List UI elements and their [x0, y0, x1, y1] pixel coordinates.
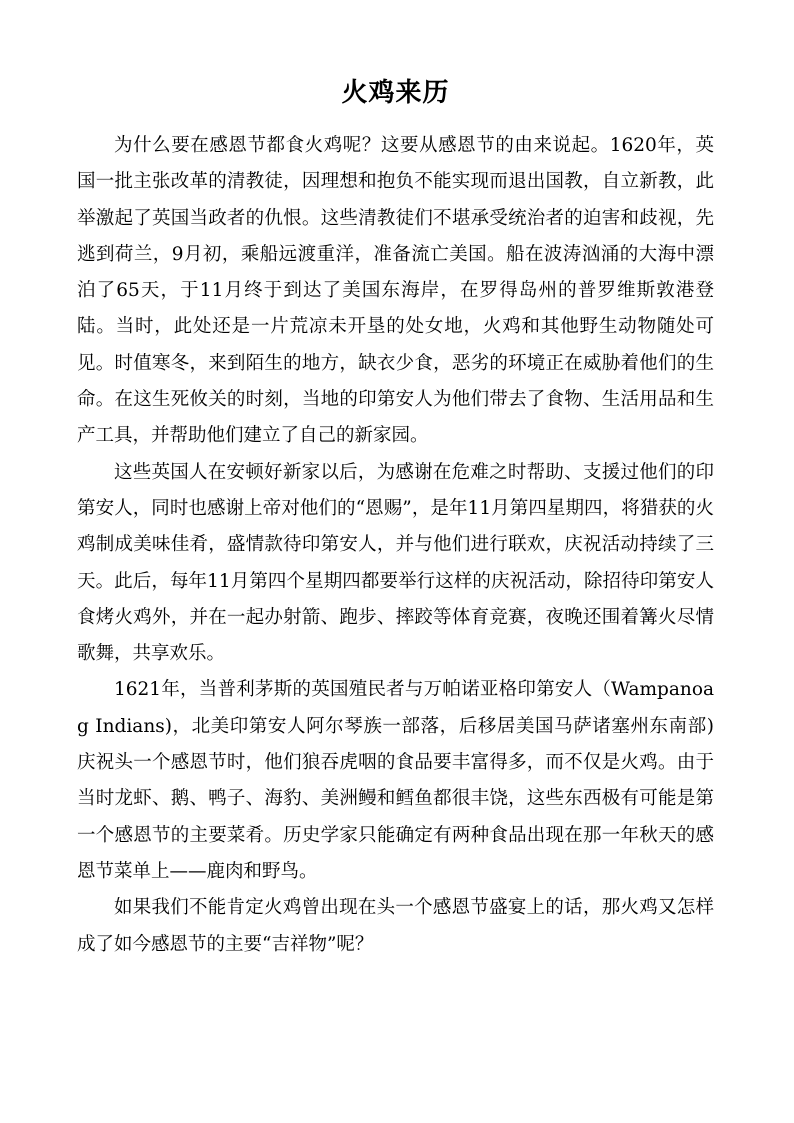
paragraph-question: 如果我们不能肯定火鸡曾出现在头一个感恩节盛宴上的话，那火鸡又怎样成了如今感恩节的主要“吉祥物”呢？ [77, 897, 714, 955]
document-title: 火鸡来历 [341, 78, 450, 108]
paragraph-1621-feast: 1621年，当普利茅斯的英国殖民者与万帕诺亚格印第安人（Wampanoag Indians)，北美印第安人阿尔琴族一部落，后移居美国马萨诸塞州东南部)庆祝头一个感恩节时，他们狼吞虎咽的食品要丰富得多，而不仅是火鸡。由于当时龙虾、鹅、鸭子、海豹、美洲鳗和鳕鱼都很丰饶，这些东西极有可能是第一个感恩节的主要菜肴。历史学家只能确定有两种食品出现在那一年秋天的感恩节菜单上——鹿肉和野鸟。 [77, 679, 714, 882]
paragraph-origin: 为什么要在感恩节都食火鸡呢？这要从感恩节的由来说起。1620年，英国一批主张改革的清教徒，因理想和抱负不能实现而退出国教，自立新教，此举激起了英国当政者的仇恨。这些清教徒们不堪承受统治者的迫害和歧视，先逃到荷兰，9月初，乘船远渡重洋，准备流亡美国。船在波涛汹涌的大海中漂泊了65天，于11月终于到达了美国东海岸，在罗得岛州的普罗维斯敦港登陆。当时，此处还是一片荒凉未开垦的处女地，火鸡和其他野生动物随处可见。时值寒冬，来到陌生的地方，缺衣少食，恶劣的环境正在威胁着他们的生命。在这生死攸关的时刻，当地的印第安人为他们带去了食物、生活用品和生产工具，并帮助他们建立了自己的新家园。 [77, 135, 714, 447]
paragraph-celebration: 这些英国人在安顿好新家以后，为感谢在危难之时帮助、支援过他们的印第安人，同时也感谢上帝对他们的“恩赐”，是年11月第四星期四，将猎获的火鸡制成美味佳肴，盛情款待印第安人，并与他们进行联欢，庆祝活动持续了三天。此后，每年11月第四个星期四都要举行这样的庆祝活动，除招待印第安人食烤火鸡外，并在一起办射箭、跑步、摔跤等体育竞赛，夜晚还围着篝火尽情歌舞，共享欢乐。 [77, 461, 714, 665]
